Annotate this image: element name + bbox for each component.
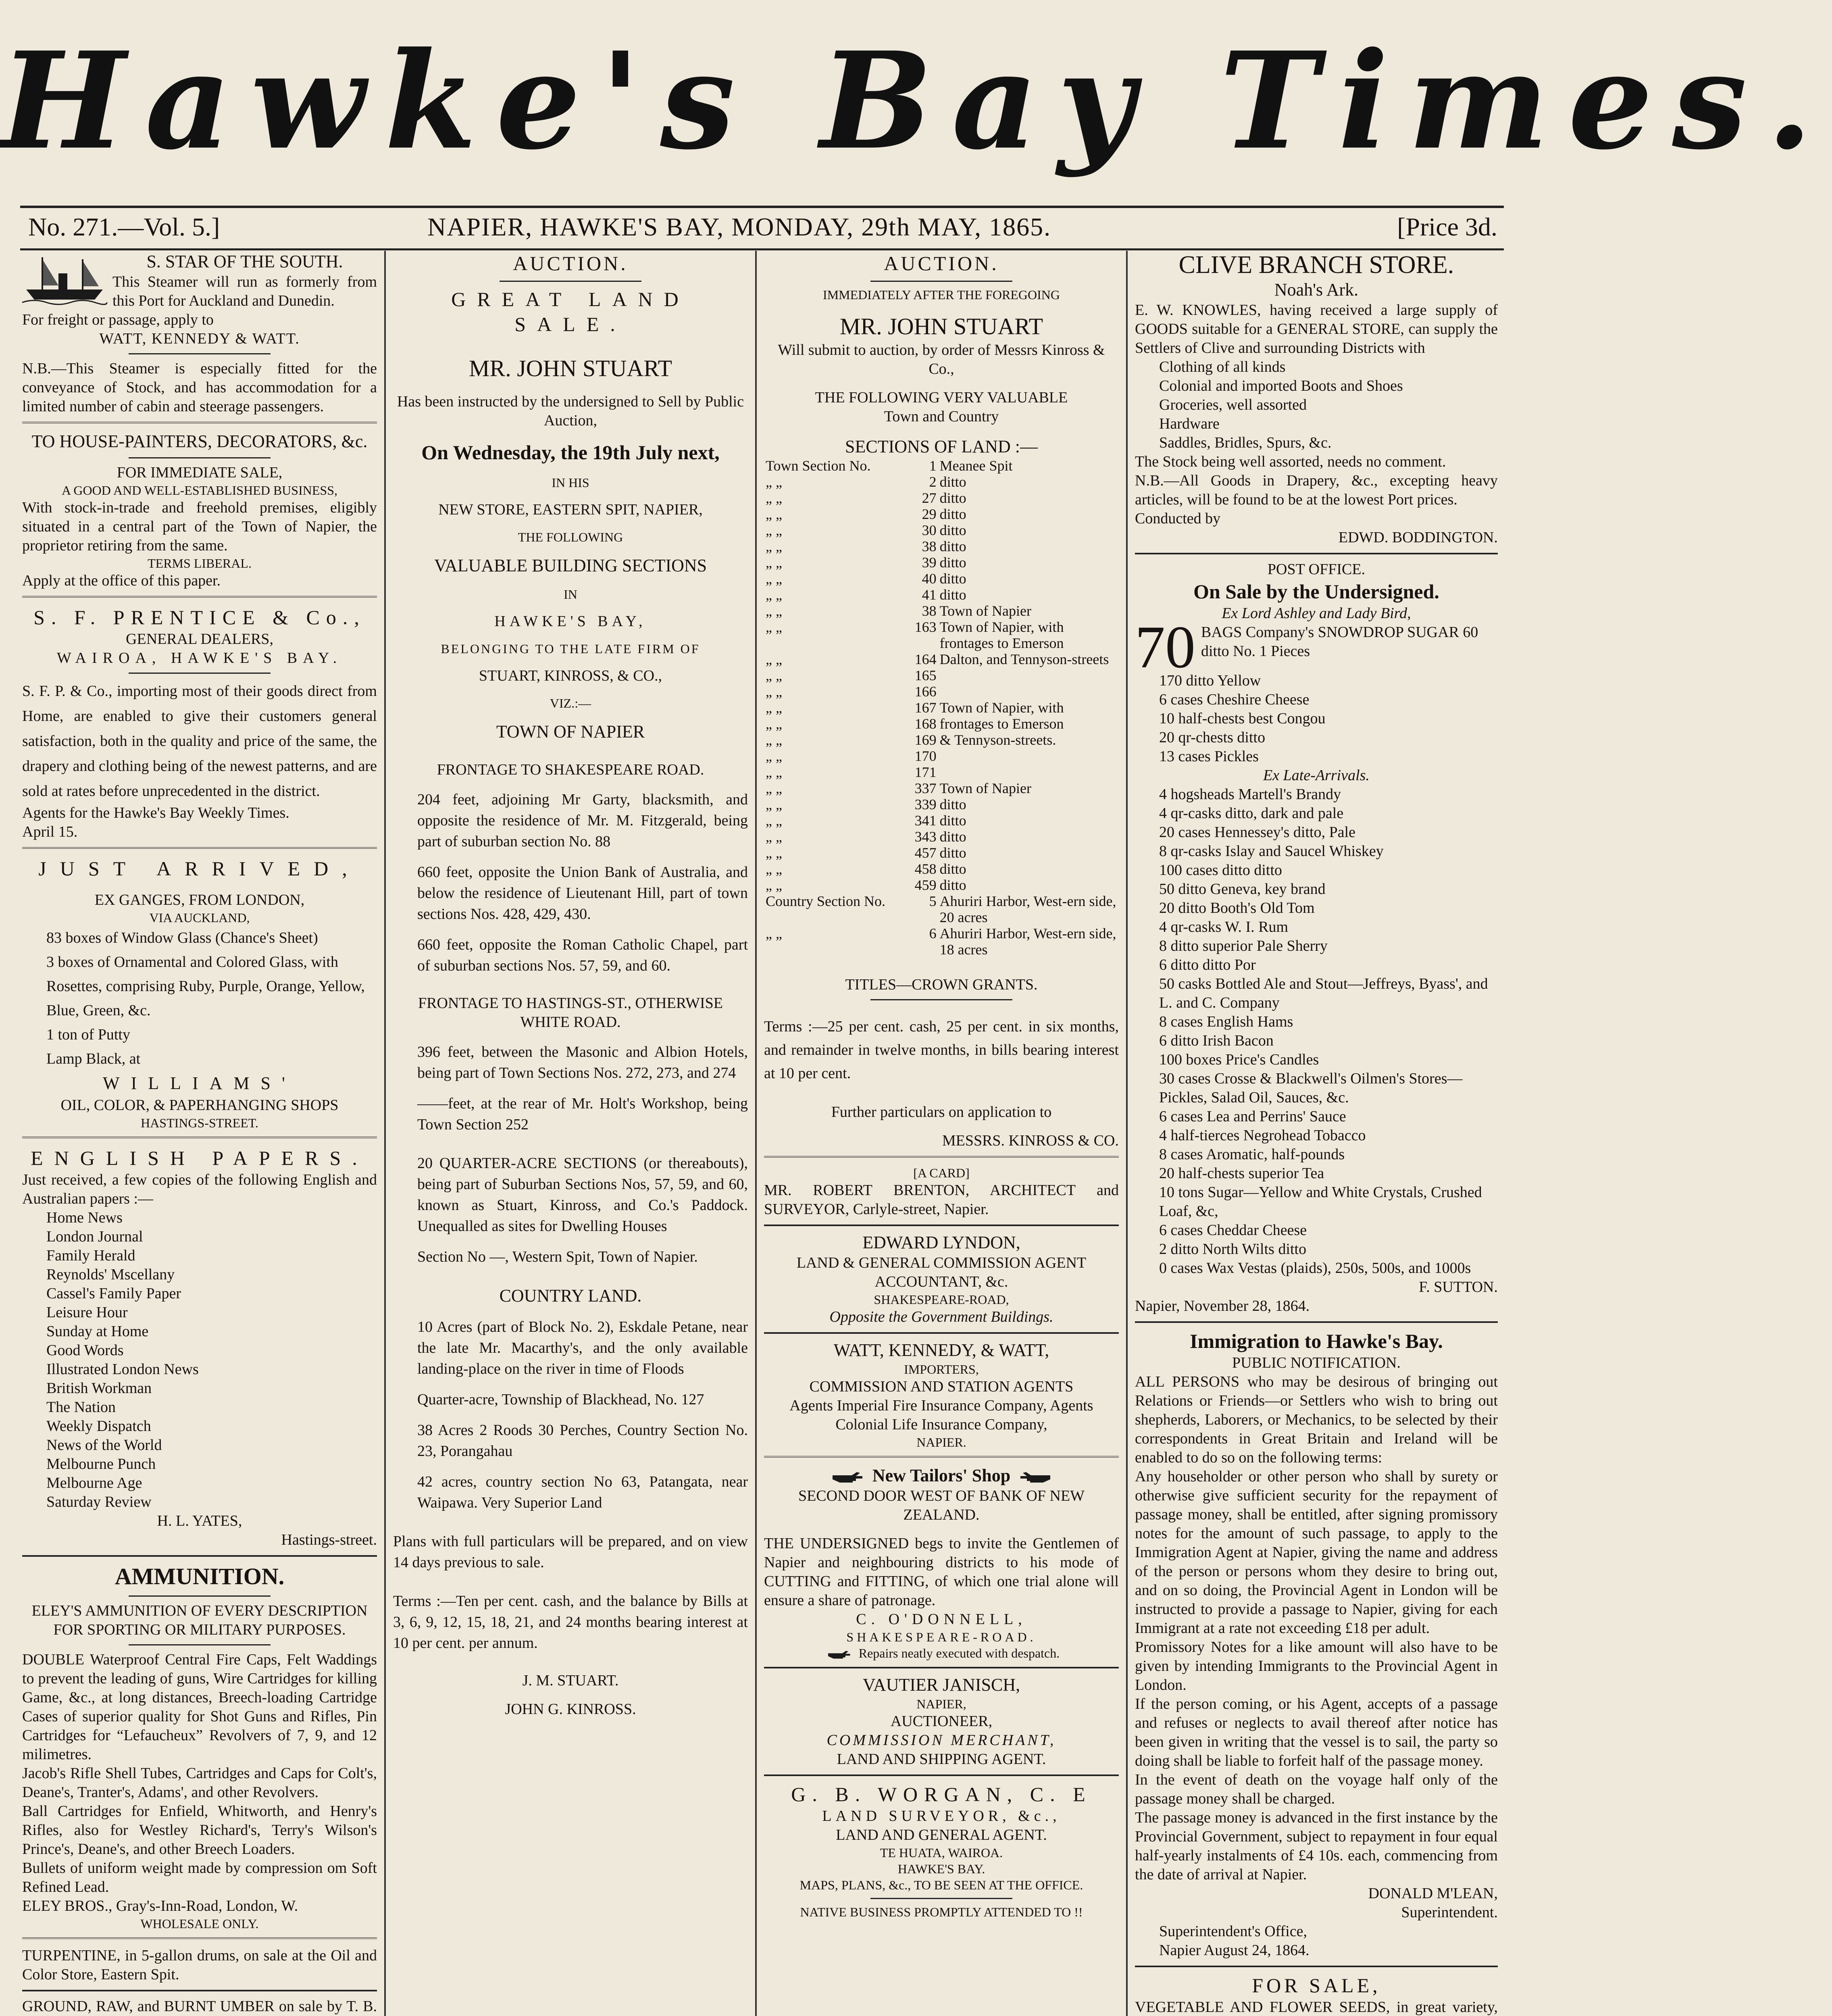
section-number: 168 — [914, 716, 937, 732]
section-location: Ahuriri Harbor, West-ern side, 20 acres — [939, 893, 1116, 925]
section-location: ditto — [939, 490, 966, 506]
section-label: „ „ — [766, 861, 782, 877]
ad-heading: AUCTION. — [884, 252, 999, 275]
ad-heading: TO HOUSE-PAINTERS, DECORATORS, &c. — [31, 431, 368, 451]
sections-table — [764, 458, 1119, 958]
column-divider — [1126, 251, 1128, 2016]
section-label: „ „ — [766, 587, 782, 603]
table-row — [764, 522, 1119, 538]
ad-umber: GROUND, RAW, and BURNT UMBER on sale by T. B. — [22, 1998, 377, 2015]
table-row — [764, 925, 1119, 958]
ad-edward-lyndon: EDWARD LYNDON, LAND & GENERAL COMMISSION AGENT ACCOUNTANT, &c. SHAKESPEARE-ROAD, Opposite the Government Buildings. — [796, 1233, 1087, 1325]
ad-heading: S. STAR OF THE SOUTH. — [146, 252, 343, 271]
table-row — [764, 458, 1119, 474]
ad-prentice: S. F. PRENTICE & Co., GENERAL DEALERS, WAIROA, HAWKE'S BAY. S. F. P. & Co., importing most of their goods direct from Home, are enabled to give their customers general satisfaction, both in the quality and price of the same, the drapery and clothing being of the newest patterns, and are sold at rates before unprecedented in the district. Agents for the Hawke's Bay Weekly Times. April 15. — [22, 605, 377, 841]
section-location: frontages to Emerson — [939, 716, 1064, 732]
section-number: 38 — [922, 603, 937, 619]
ad-robert-brenton: [A CARD] MR. ROBERT BRENTON, ARCHITECT and SURVEYOR, Carlyle-street, Napier. — [764, 1166, 1119, 1218]
section-location — [938, 748, 1119, 764]
ad-clive-branch-store: CLIVE BRANCH STORE. Noah's Ark. E. W. KNOWLES, having received a large supply of GOODS suitable for a GENERAL STORE, can supply the Settlers of Clive and surrounding Districts with Clothing of all kinds Colonial and imported Boots and Shoes Groceries, well assorted Hardware Saddles, Bridles, Spurs, &c. The Stock being well assorted, needs no comment. N.B.—All Goods in Drapery, &c., excepting heavy articles, will be found to be at the lowest Port prices. Conducted by EDWD. BODDINGTON. — [1135, 251, 1498, 546]
section-location: Town of Napier, with — [939, 700, 1064, 716]
section-label: „ „ — [766, 506, 782, 522]
section-label: „ „ — [766, 764, 782, 780]
table-row — [764, 861, 1119, 877]
section-location: ditto — [939, 877, 966, 893]
ad-heading: ENGLISH PAPERS. — [31, 1147, 368, 1169]
steamship-icon — [22, 253, 107, 306]
ad-sections-of-land: AUCTION. IMMEDIATELY AFTER THE FOREGOING MR. JOHN STUART Will submit to auction, by order of Messrs Kinross & Co., THE FOLLOWING VERY VALUABLE Town and Country SECTIONS OF LAND :— Town Section No. 1 Meanee Spit „ „ 2 ditto „ „ 27 ditto „ „ 29 ditto „ „ 30 ditto „ „ 38 ditto „ „ 39 ditto „ „ 40 ditto „ „ 41 ditto „ „ 38 Town of Napier „ „ 163 Town of Napier, with frontages to Emerson „ „ 164 Dalton, and Tennyson-streets „ „ 165 „ „ 166 „ „ 167 Town of Napier, with „ „ 168 frontages to Emerson „ „ 169 & Tennyson-streets. „ „ 170 „ „ 171 „ „ 337 Town of Napier „ „ 339 ditto „ „ 341 ditto „ „ 343 ditto „ „ 457 ditto „ „ 458 ditto „ „ 459 ditto Country Section No. 5 Ahuriri Harbor, West-ern side, 20 acres „ „ 6 Ahuriri Harbor, West-ern side, 18 acres TITLES—CROWN GRANTS. Terms :—25 per cent. cash, 25 per cent. in six months, and remainder in twelve months, in bills bearing interest at 10 per cent. Further particulars on application to MESSRS. KINROSS & CO. — [764, 251, 1119, 1150]
table-row — [764, 667, 1119, 683]
section-location: ditto — [939, 861, 966, 877]
section-label: „ „ — [766, 603, 782, 619]
table-row — [764, 748, 1119, 764]
section-number: 459 — [914, 877, 937, 893]
column-4 — [1135, 251, 1498, 2016]
papers-list: Home News London Journal Family Herald Reynolds' Mscellany Cassel's Family Paper Leisure Hour Sunday at Home Good Words Illustrated London News British Workman The Nation Weekly Dispatch News of the World Melbourne Punch Melbourne Age Saturday Review — [46, 1209, 199, 1510]
dateline — [20, 206, 1504, 250]
section-number: 2 — [929, 474, 937, 490]
section-number: 457 — [914, 845, 937, 861]
section-number: 343 — [914, 829, 937, 845]
section-location: ditto — [939, 506, 966, 522]
section-label: „ „ — [766, 845, 782, 861]
column-divider — [755, 251, 757, 2016]
ad-worgan: G. B. WORGAN, C. E LAND SURVEYOR, &c., LAND AND GENERAL AGENT. TE HUATA, WAIROA. HAWKE'S BAY. MAPS, PLANS, &c., TO BE SEEN AT THE OFFICE. NATIVE BUSINESS PROMPTLY ATTENDED TO !! — [791, 1783, 1092, 1919]
table-row — [764, 812, 1119, 829]
section-number: 337 — [914, 780, 937, 796]
table-row — [764, 619, 1119, 651]
table-row — [764, 845, 1119, 861]
section-location — [938, 764, 1119, 780]
section-number: 30 — [922, 522, 937, 538]
section-label: „ „ — [766, 490, 782, 506]
table-row — [764, 732, 1119, 748]
ad-great-land-sale: AUCTION. GREAT LAND SALE. MR. JOHN STUART Has been instructed by the undersigned to Sell by Public Auction, On Wednesday, the 19th July next, IN HIS NEW STORE, EASTERN SPIT, NAPIER, THE FOLLOWING VALUABLE BUILDING SECTIONS IN HAWKE'S BAY, BELONGING TO THE LATE FIRM OF STUART, KINROSS, & CO., VIZ.:— TOWN OF NAPIER FRONTAGE TO SHAKESPEARE ROAD. 204 feet, adjoining Mr Garty, blacksmith, and opposite the residence of Mr. M. Fitzgerald, being part of suburban section No. 88 660 feet, opposite the Union Bank of Australia, and below the residence of Lieutenant Hill, part of town sections Nos. 428, 429, 430. 660 feet, opposite the Roman Catholic Chapel, part of suburban sections Nos. 57, 59, and 60. FRONTAGE TO HASTINGS-ST., OTHERWISE WHITE ROAD. 396 feet, between the Masonic and Albion Hotels, being part of Town Sections Nos. 272, 273, and 274 ——feet, at the rear of Mr. Holt's Workshop, being Town Section 252 20 QUARTER-ACRE SECTIONS (or thereabouts), being part of Suburban Sections Nos, 57, 59, and 60, known as Stuart, Kinross, and Co.'s Paddock. Unequalled as sites for Dwelling Houses Section No —, Western Spit, Town of Napier. COUNTRY LAND. 10 Acres (part of Block No. 2), Eskdale Petane, near the late Mr. Macarthy's, and the only available landing-place on the river in time of Floods Quarter-acre, Township of Blackhead, No. 127 38 Acres 2 Roods 30 Perches, Country Section No. 23, Porangahau 42 acres, country section No 63, Patangata, near Waipawa. Very Superior Land Plans with full particulars will be prepared, and on view 14 days previous to sale. Terms :—Ten per cent. cash, and the balance by Bills at 3, 6, 9, 12, 15, 18, 21, and 24 months bearing interest at 10 per cent. per annum. J. M. STUART. JOHN G. KINROSS. — [393, 251, 748, 1719]
section-location: & Tennyson-streets. — [939, 732, 1056, 748]
section-location: ditto — [939, 522, 966, 538]
section-location — [938, 683, 1119, 700]
section-label: „ „ — [766, 732, 782, 748]
section-number: 341 — [914, 812, 937, 829]
table-row — [764, 780, 1119, 796]
table-row — [764, 700, 1119, 716]
section-label: „ „ — [766, 571, 782, 587]
ad-heading: AMMUNITION. — [114, 1563, 285, 1589]
ad-heading: JUST ARRIVED, — [38, 857, 361, 880]
section-label: Country Section No. — [766, 893, 885, 909]
section-location: ditto — [939, 474, 966, 490]
section-location: ditto — [939, 571, 966, 587]
issue-place-date: NAPIER, HAWKE'S BAY, MONDAY, 29th MAY, 1865. — [427, 212, 1051, 241]
section-number: 165 — [914, 667, 937, 683]
section-label: „ „ — [766, 796, 782, 812]
masthead — [0, 0, 1832, 202]
table-row — [764, 651, 1119, 667]
ad-immigration: Immigration to Hawke's Bay. PUBLIC NOTIFICATION. ALL PERSONS who may be desirous of bringing out Relations or Friends—or Settlers who wish to bring out shepherds, Laborers, or Mechanics, to be selected by their correspondents in Great Britain and Ireland will be enabled to do so on the following terms: Any householder or other person who shall by surety or otherwise give sufficient security for the repayment of passage money, shall be entitled, after signing promissory notes for the amount of such passage, to apply to the Immigration Agent at Napier, giving the name and address of the person or persons whom they desire to bring out, and on so doing, the Provincial Agent in London will be instructed to provide a passage to Napier, giving for each Immigrant at a rate not exceeding £18 per adult. Promissory Notes for a like amount will also have to be given by intending Immigrants to the Provincial Agent in London. If the person coming, or his Agent, accepts of a passage and refuses or neglects to avail thereof after notice has been given in writing that the vessel is to sail, the party so doing shall be liable to forfeit half of the passage money. In the event of death on the voyage half only of the passage money shall be charged. The passage money is advanced in the first instance by the Provincial Government, subject to repayment in four equal half-yearly instalments of £4 10s. each, commencing from the date of arrival at Napier. DONALD M'LEAN, Superintendent. Superintendent's Office, Napier August 24, 1864. — [1135, 1329, 1498, 1960]
column-divider — [384, 251, 386, 2016]
table-row — [764, 796, 1119, 812]
section-number: 164 — [914, 651, 937, 667]
pointing-hand-icon — [827, 1649, 851, 1660]
section-number: 167 — [914, 700, 937, 716]
section-location: ditto — [939, 587, 966, 603]
ad-heading: CLIVE BRANCH STORE. — [1178, 251, 1454, 279]
ad-just-arrived: JUST ARRIVED, EX GANGES, FROM LONDON, VIA AUCKLAND, 83 boxes of Window Glass (Chance's Sheet) 3 boxes of Ornamental and Colored Glass, with Rosettes, comprising Ruby, Purple, Orange, Yellow, Blue, Green, &c. 1 ton of Putty Lamp Black, at WILLIAMS' OIL, COLOR, & PAPERHANGING SHOPS HASTINGS-STREET. — [22, 856, 377, 1131]
section-number: 171 — [914, 764, 937, 780]
table-row — [764, 490, 1119, 506]
ad-heading: Immigration to Hawke's Bay. — [1190, 1330, 1443, 1352]
ad-house-painters: TO HOUSE-PAINTERS, DECORATORS, &c. FOR IMMEDIATE SALE, A GOOD AND WELL-ESTABLISHED BUSINESS, With stock-in-trade and freehold premises, eligibly situated in a central part of the Town of Napier, the proprietor retiring from the same. TERMS LIBERAL. Apply at the office of this paper. — [22, 431, 377, 589]
ad-for-sale-seeds: FOR SALE, VEGETABLE AND FLOWER SEEDS, in great variety, — [1135, 1973, 1498, 2016]
section-location: ditto — [939, 812, 966, 829]
table-row — [764, 683, 1119, 700]
ad-watt-kennedy: WATT, KENNEDY, & WATT, IMPORTERS, COMMISSION AND STATION AGENTS Agents Imperial Fire Insurance Company, Agents Colonial Life Insurance Company, NAPIER. — [789, 1340, 1093, 1450]
ad-heading: S. F. PRENTICE & Co., — [33, 606, 366, 629]
section-location: Ahuriri Harbor, West-ern side, 18 acres — [939, 925, 1116, 958]
section-number: 458 — [914, 861, 937, 877]
ad-english-papers: ENGLISH PAPERS. Just received, a few copies of the following English and Australian papers :— Home News London Journal Family Herald Reynolds' Mscellany Cassel's Family Paper Leisure Hour Sunday at Home Good Words Illustrated London News British Workman The Nation Weekly Dispatch News of the World Melbourne Punch Melbourne Age Saturday Review H. L. YATES, Hastings-street. — [22, 1145, 377, 1549]
table-row — [764, 829, 1119, 845]
table-row — [764, 538, 1119, 554]
section-number: 169 — [914, 732, 937, 748]
column-3 — [764, 251, 1119, 2016]
section-location: Town of Napier — [939, 780, 1032, 796]
pointing-hand-icon — [832, 1470, 864, 1485]
ad-heading: AUCTION. — [513, 252, 628, 275]
section-label: „ „ — [766, 651, 782, 667]
ad-title: GREAT LAND SALE. — [451, 288, 690, 335]
table-row — [764, 474, 1119, 490]
section-location: ditto — [939, 554, 966, 571]
table-row — [764, 554, 1119, 571]
issue-price: [Price 3d. — [1397, 212, 1497, 241]
section-number: 170 — [914, 748, 937, 764]
issue-number: No. 271.—Vol. 5.] — [28, 212, 220, 241]
section-label: „ „ — [766, 554, 782, 571]
ad-vautier-janisch: VAUTIER JANISCH, NAPIER, AUCTIONEER, COMMISSION MERCHANT, LAND AND SHIPPING AGENT. — [826, 1675, 1056, 1768]
section-number: 27 — [922, 490, 937, 506]
section-location — [938, 667, 1119, 683]
section-number: 1 — [929, 458, 937, 474]
section-label: „ „ — [766, 829, 782, 845]
section-label: „ „ — [766, 780, 782, 796]
ad-heading: FOR SALE, — [1252, 1974, 1381, 1997]
ad-new-tailors-shop: New Tailors' Shop SECOND DOOR WEST OF BANK OF NEW ZEALAND. THE UNDERSIGNED begs to invite the Gentlemen of Napier and neighbouring districts to his mode of CUTTING and FITTING, of which one trial alone will ensure a share of patronage. C. O'DONNELL, SHAKESPEARE-ROAD. Repairs neatly executed with despatch. — [764, 1466, 1119, 1660]
section-location: Dalton, and Tennyson-streets — [939, 651, 1109, 667]
table-row — [764, 877, 1119, 893]
table-row — [764, 716, 1119, 732]
section-location: ditto — [939, 829, 966, 845]
ad-turpentine: TURPENTINE, in 5-gallon drums, on sale at the Oil and Color Store, Eastern Spit. — [22, 1947, 377, 1983]
column-1 — [22, 251, 377, 2016]
pointing-hand-icon — [1019, 1470, 1051, 1485]
section-label: „ „ — [766, 716, 782, 732]
section-label: „ „ — [766, 748, 782, 764]
section-label: „ „ — [766, 619, 782, 635]
table-row — [764, 764, 1119, 780]
sale-list: 4 hogsheads Martell's Brandy 4 qr-casks ditto, dark and pale 20 cases Hennessey's ditto, Pale 8 qr-casks Islay and Saucel Whiskey 100 cases ditto ditto 50 ditto Geneva, key brand 20 ditto Booth's Old Tom 4 qr-casks W. I. Rum 8 ditto superior Pale Sherry 6 ditto ditto Por 50 casks Bottled Ale and Stout—Jeffreys, Byass', and L. and C. Company 8 cases English Hams 6 ditto Irish Bacon 100 boxes Price's Candles 30 cases Crosse & Blackwell's Oilmen's Stores—Pickles, Salad Oil, Sauces, &c. 6 cases Lea and Perrins' Sauce 4 half-tierces Negrohead Tobacco 8 cases Aromatic, half-pounds 20 half-chests superior Tea 10 tons Sugar—Yellow and White Crystals, Crushed Loaf, &c, 6 cases Cheddar Cheese 2 ditto North Wilts ditto 0 cases Wax Vestas (plaids), 250s, 500s, and 1000s — [1159, 786, 1488, 1277]
table-row — [764, 506, 1119, 522]
section-label: „ „ — [766, 683, 782, 700]
column-2 — [393, 251, 748, 2016]
section-number: 38 — [922, 538, 937, 554]
section-number: 5 — [929, 893, 937, 909]
section-label: „ „ — [766, 925, 782, 941]
section-label: „ „ — [766, 877, 782, 893]
section-number: 29 — [922, 506, 937, 522]
table-row — [764, 603, 1119, 619]
ad-on-sale: POST OFFICE. On Sale by the Undersigned. Ex Lord Ashley and Lady Bird, 70 BAGS Company's SNOWDROP SUGAR 60 ditto No. 1 Pieces 170 ditto Yellow 6 cases Cheshire Cheese 10 half-chests best Congou 20 qr-chests ditto 13 cases Pickles Ex Late-Arrivals. 4 hogsheads Martell's Brandy 4 qr-casks ditto, dark and pale 20 cases Hennessey's ditto, Pale 8 qr-casks Islay and Saucel Whiskey 100 cases ditto ditto 50 ditto Geneva, key brand 20 ditto Booth's Old Tom 4 qr-casks W. I. Rum 8 ditto superior Pale Sherry 6 ditto ditto Por 50 casks Bottled Ale and Stout—Jeffreys, Byass', and L. and C. Company 8 cases English Hams 6 ditto Irish Bacon 100 boxes Price's Candles 30 cases Crosse & Blackwell's Oilmen's Stores—Pickles, Salad Oil, Sauces, &c. 6 cases Lea and Perrins' Sauce 4 half-tierces Negrohead Tobacco 8 cases Aromatic, half-pounds 20 half-chests superior Tea 10 tons Sugar—Yellow and White Crystals, Crushed Loaf, &c, 6 cases Cheddar Cheese 2 ditto North Wilts ditto 0 cases Wax Vestas (plaids), 250s, 500s, and 1000s F. SUTTON. Napier, November 28, 1864. — [1135, 561, 1498, 1314]
section-number: 41 — [922, 587, 937, 603]
section-location: Town of Napier — [939, 603, 1032, 619]
section-location: Meanee Spit — [939, 458, 1013, 474]
table-row — [764, 571, 1119, 587]
section-number: 339 — [914, 796, 937, 812]
section-label: „ „ — [766, 474, 782, 490]
section-number: 40 — [922, 571, 937, 587]
section-label: „ „ — [766, 667, 782, 683]
table-row — [764, 587, 1119, 603]
section-label: „ „ — [766, 522, 782, 538]
table-row — [764, 893, 1119, 925]
section-label: „ „ — [766, 812, 782, 829]
section-location: ditto — [939, 538, 966, 554]
section-location: Town of Napier, with frontages to Emerson — [939, 619, 1064, 651]
section-label: „ „ — [766, 538, 782, 554]
section-location: ditto — [939, 796, 966, 812]
section-location: ditto — [939, 845, 966, 861]
newspaper-title: Hawke's Bay Times. — [0, 23, 1832, 179]
section-number: 39 — [922, 554, 937, 571]
section-label: Town Section No. — [766, 458, 871, 474]
ad-ammunition: AMMUNITION. ELEY'S AMMUNITION OF EVERY DESCRIPTION FOR SPORTING OR MILITARY PURPOSES. DOUBLE Waterproof Central Fire Caps, Felt Waddings to prevent the leading of guns, Wire Cartridges for killing Game, &c., at long distances, Breech-loading Cartridge Cases of superior quality for Shot Guns and Rifles, Pin Cartridges for “Lefaucheux” Revolvers of 7, 9, and 12 milimetres. Jacob's Rifle Shell Tubes, Cartridges and Caps for Colt's, Deane's, Tranter's, Adams', and other Revolvers. Ball Cartridges for Enfield, Whitworth, and Henry's Rifles, also for Westley Richard's, Terry's Wilson's Prince's, Deane's, and other Breech Loaders. Bullets of uniform weight made by compression om Soft Refined Lead. ELEY BROS., Gray's-Inn-Road, London, W. WHOLESALE ONLY. — [22, 1563, 377, 1931]
ad-star-of-the-south: S. STAR OF THE SOUTH. This Steamer will run as formerly from this Port for Auckland and Dunedin. For freight or passage, apply to WATT, KENNEDY & WATT. N.B.—This Steamer is especially fitted for the conveyance of Stock, and has accommodation for a limited number of cabin and steerage passengers. — [22, 252, 377, 415]
section-number: 6 — [929, 925, 937, 941]
section-number: 166 — [914, 683, 937, 700]
section-label: „ „ — [766, 700, 782, 716]
section-number: 163 — [914, 619, 937, 635]
